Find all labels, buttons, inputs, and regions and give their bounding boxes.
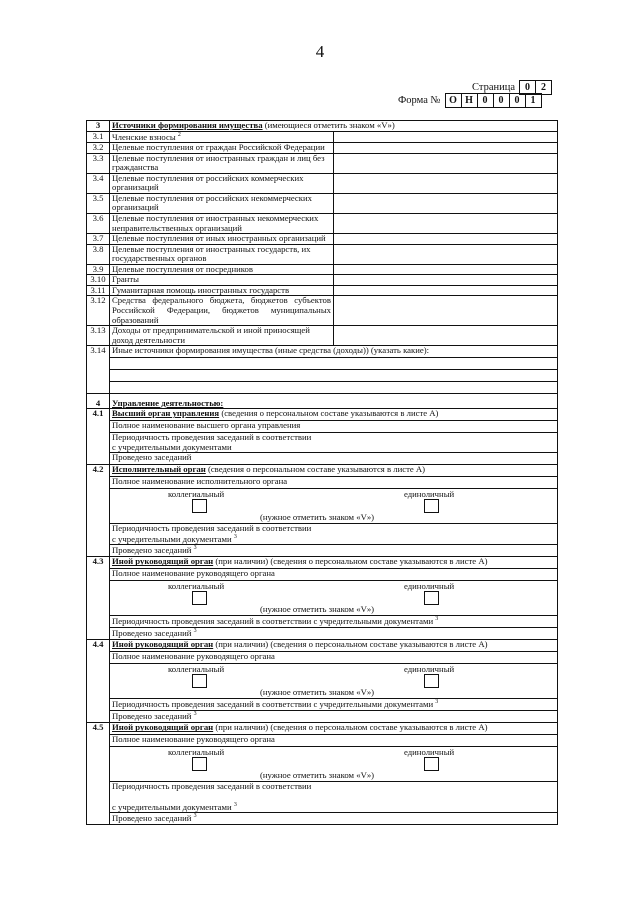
- row-label: Членские взносы: [112, 131, 176, 142]
- other-sources-input-line[interactable]: [110, 370, 557, 382]
- meeting-frequency-field[interactable]: Периодичность проведения заседаний в соответствии с учредительными документами $^3$: [110, 699, 557, 711]
- mark-cell[interactable]: [334, 326, 558, 346]
- row-label: Целевые поступления от иностранных некоммерческих неправительственных организаций: [110, 213, 334, 233]
- row-label: Средства федерального бюджета, бюджетов субъектов Российской Федерации, бюджетов муниципальных образований: [110, 296, 334, 326]
- full-name-field[interactable]: Полное наименование руководящего органа: [110, 652, 557, 664]
- page-digit: 0: [525, 82, 531, 93]
- page-label: Страница: [472, 82, 516, 93]
- meetings-held-field[interactable]: Проведено заседаний $^3$: [112, 628, 197, 639]
- subsection-title: Иной руководящий орган: [112, 557, 214, 567]
- row-label: Доходы от предпринимательской и иной приносящей доход деятельности: [110, 326, 334, 346]
- section-number: 4: [87, 394, 110, 409]
- meeting-frequency-field[interactable]: Периодичность проведения заседаний в соответствии с учредительными документами $^3$: [110, 524, 557, 545]
- row-label: Целевые поступления от иностранных государств, их государственных органов: [110, 244, 334, 264]
- subsection-4-2: 4.2 Исполнительный орган (сведения о персональном составе указываются в листе А) Полное наименование исполнительного органа коллегиальный единоличный (нужное отметить знаком «V») Периодичность проведения заседаний в соответствии с учредительными документами $^3$ Проведено заседаний $^3$: [87, 465, 558, 557]
- sole-label: единоличный: [404, 581, 455, 592]
- other-sources-input-line[interactable]: [110, 358, 557, 370]
- row-label: Гранты: [110, 275, 334, 286]
- section-number: 3: [87, 121, 110, 132]
- collegial-checkbox[interactable]: [192, 674, 207, 688]
- section-title: Управление деятельностью:: [112, 397, 224, 408]
- mark-cell[interactable]: [334, 285, 558, 296]
- subsection-title: Иной руководящий орган: [112, 723, 214, 733]
- collegial-checkbox[interactable]: [192, 499, 207, 513]
- mark-note: (нужное отметить знаком «V»): [260, 512, 375, 523]
- form-digit: О: [449, 95, 457, 106]
- mark-cell[interactable]: [334, 296, 558, 326]
- mark-note: (нужное отметить знаком «V»): [260, 770, 375, 781]
- table-row: 3.4 Целевые поступления от российских коммерческих организаций: [87, 173, 558, 193]
- table-row: 3.10 Гранты: [87, 275, 558, 286]
- subsection-4-4: 4.4 Иной руководящий орган (при наличии) (сведения о персональном составе указываются в листе А) Полное наименование руководящего органа коллегиальный единоличный (нужное отметить знаком «V») Периодичность проведения заседаний в соответствии с учредительными документами $^3$ Проведено заседаний $^3$: [87, 640, 558, 723]
- row-label: Целевые поступления от иных иностранных организаций: [110, 234, 334, 245]
- collegial-checkbox[interactable]: [192, 591, 207, 605]
- subsection-4-3: 4.3 Иной руководящий орган (при наличии) (сведения о персональном составе указываются в листе А) Полное наименование руководящего органа коллегиальный единоличный (нужное отметить знаком «V») Периодичность проведения заседаний в соответствии с учредительными документами $^3$ Проведено заседаний $^3$: [87, 557, 558, 640]
- form-body: [86, 120, 558, 825]
- meetings-held-field[interactable]: Проведено заседаний $^3$: [112, 545, 197, 556]
- table-row: 3.8 Целевые поступления от иностранных государств, их государственных органов: [87, 244, 558, 264]
- mark-cell[interactable]: [334, 131, 558, 142]
- table-row: 3.1 Членские взносы $^2$: [87, 131, 558, 142]
- mark-note: (нужное отметить знаком «V»): [260, 604, 375, 615]
- table-row: 3.13 Доходы от предпринимательской и иной приносящей доход деятельности: [87, 326, 558, 346]
- mark-cell[interactable]: [334, 244, 558, 264]
- table-row: 3.14 Иные источники формирования имущества (иные средства (доходы)) (указать какие):: [87, 346, 558, 394]
- form-digit: 0: [509, 94, 525, 107]
- row-label: Целевые поступления от российских коммерческих организаций: [110, 173, 334, 193]
- mark-cell[interactable]: [334, 153, 558, 173]
- form-digit: Н: [461, 94, 477, 107]
- sole-checkbox[interactable]: [424, 757, 439, 771]
- mark-cell[interactable]: [334, 173, 558, 193]
- subsection-4-1: 4.1 Высший орган управления (сведения о персональном составе указываются в листе А) Полное наименование высшего органа управления Периодичность проведения заседаний в соответствии с учредительными документами Проведено заседаний: [87, 409, 558, 465]
- sole-checkbox[interactable]: [424, 499, 439, 513]
- subsection-title: Высший орган управления: [112, 409, 220, 419]
- form-digit-boxes: [445, 93, 542, 108]
- form-digit: 1: [525, 94, 541, 107]
- section-4-header: [87, 394, 558, 409]
- meeting-frequency-field[interactable]: Периодичность проведения заседаний в соответствии с учредительными документами $^3$: [110, 782, 557, 813]
- mark-cell[interactable]: [334, 193, 558, 213]
- table-row: 3.6 Целевые поступления от иностранных некоммерческих неправительственных организаций: [87, 213, 558, 233]
- table-row: 3.12 Средства федерального бюджета, бюджетов субъектов Российской Федерации, бюджетов муниципальных образований: [87, 296, 558, 326]
- mark-cell[interactable]: [334, 275, 558, 286]
- mark-cell[interactable]: [334, 234, 558, 245]
- table-row: 3.5 Целевые поступления от российских некоммерческих организаций: [87, 193, 558, 213]
- collegial-label: коллегиальный: [168, 489, 225, 500]
- table-row: 3.3 Целевые поступления от иностранных граждан и лиц без гражданства: [87, 153, 558, 173]
- collegial-checkbox[interactable]: [192, 757, 207, 771]
- row-label: Целевые поступления от граждан Российской Федерации: [110, 143, 334, 154]
- page-number: 4: [315, 42, 325, 61]
- table-row: 3.7 Целевые поступления от иных иностранных организаций: [87, 234, 558, 245]
- row-label: Иные источники формирования имущества (иные средства (доходы)) (указать какие):: [110, 346, 557, 358]
- collegial-label: коллегиальный: [168, 581, 225, 592]
- meetings-held-field[interactable]: Проведено заседаний: [112, 453, 192, 463]
- sole-label: единоличный: [404, 489, 455, 500]
- page-digit: 2: [535, 81, 551, 94]
- form-number-indicator: [398, 93, 542, 108]
- form-digit: 0: [493, 94, 509, 107]
- section-3-header: [87, 121, 558, 132]
- meeting-frequency-field[interactable]: Периодичность проведения заседаний в соответствии с учредительными документами: [110, 433, 557, 453]
- full-name-field[interactable]: Полное наименование руководящего органа: [110, 569, 557, 581]
- section-note: (имеющиеся отметить знаком «V»): [264, 120, 395, 130]
- subsection-4-5: 4.5 Иной руководящий орган (при наличии) (сведения о персональном составе указываются в листе А) Полное наименование руководящего органа коллегиальный единоличный (нужное отметить знаком «V») Периодичность проведения заседаний в соответствии с учредительными документами $^3$ Проведено заседаний $^3$: [87, 723, 558, 825]
- full-name-field[interactable]: Полное наименование исполнительного органа: [110, 477, 557, 489]
- full-name-field[interactable]: Полное наименование высшего органа управления: [110, 421, 557, 433]
- meeting-frequency-field[interactable]: Периодичность проведения заседаний в соответствии с учредительными документами $^3$: [110, 616, 557, 628]
- table-row: 3.11 Гуманитарная помощь иностранных государств: [87, 285, 558, 296]
- mark-note: (нужное отметить знаком «V»): [260, 687, 375, 698]
- form-label: Форма №: [398, 95, 441, 106]
- sole-label: единоличный: [404, 747, 455, 758]
- row-label: Целевые поступления от посредников: [110, 264, 334, 275]
- subsection-title: Исполнительный орган: [112, 465, 206, 475]
- collegial-label: коллегиальный: [168, 747, 225, 758]
- meetings-held-field[interactable]: Проведено заседаний $^3$: [112, 711, 197, 722]
- table-row: 3.2 Целевые поступления от граждан Российской Федерации: [87, 143, 558, 154]
- sole-checkbox[interactable]: [424, 591, 439, 605]
- form-digit: 0: [477, 94, 493, 107]
- sole-checkbox[interactable]: [424, 674, 439, 688]
- subsection-title: Иной руководящий орган: [112, 640, 214, 650]
- row-label: Целевые поступления от российских некоммерческих организаций: [110, 193, 334, 213]
- mark-cell[interactable]: [334, 143, 558, 154]
- sole-label: единоличный: [404, 664, 455, 675]
- mark-cell[interactable]: [334, 213, 558, 233]
- mark-cell[interactable]: [334, 264, 558, 275]
- meetings-held-field[interactable]: Проведено заседаний $^3$: [112, 812, 197, 823]
- other-sources-input-line[interactable]: [110, 382, 557, 393]
- row-label: Целевые поступления от иностранных граждан и лиц без гражданства: [110, 153, 334, 173]
- row-label: Гуманитарная помощь иностранных государств: [110, 285, 334, 296]
- full-name-field[interactable]: Полное наименование руководящего органа: [110, 735, 557, 747]
- form-table: [86, 120, 558, 825]
- collegial-label: коллегиальный: [168, 664, 225, 675]
- table-row: 3.9 Целевые поступления от посредников: [87, 264, 558, 275]
- section-title: Источники формирования имущества: [112, 120, 263, 130]
